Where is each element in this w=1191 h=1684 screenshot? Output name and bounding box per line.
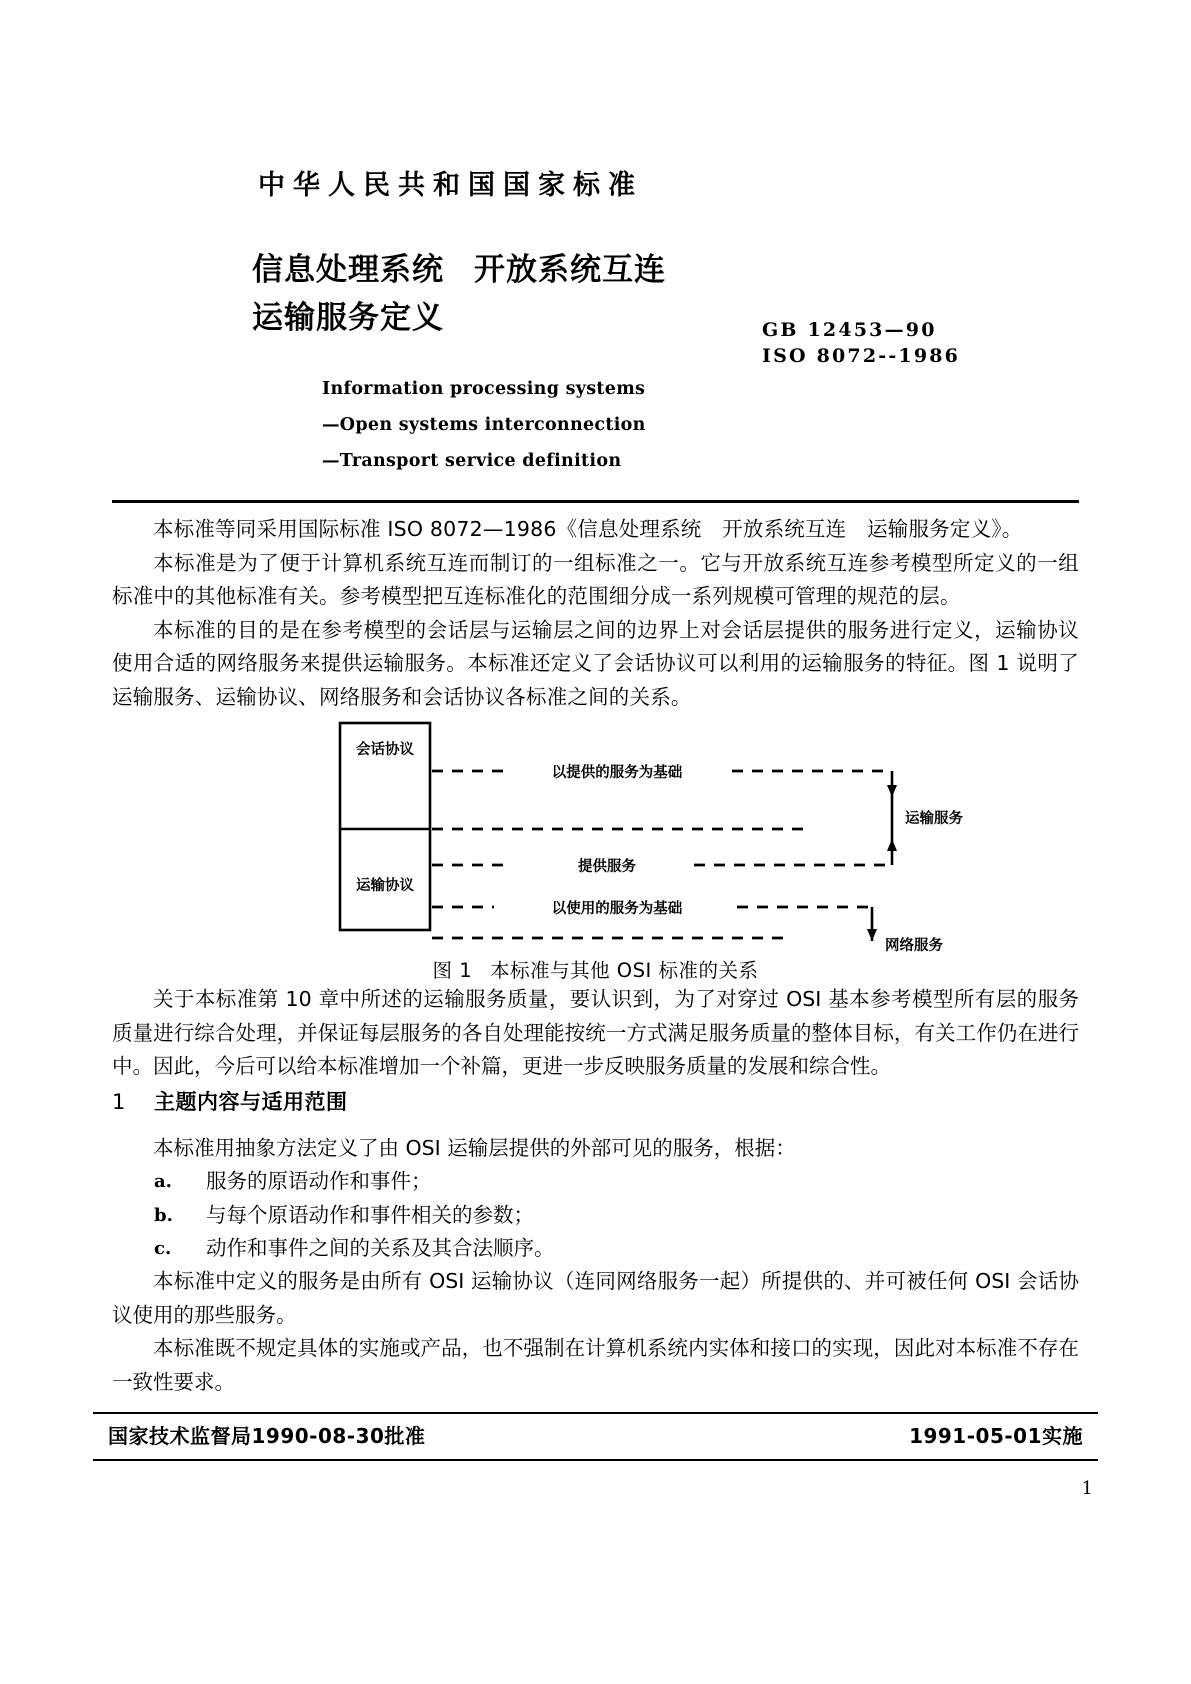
quality-of-service-paragraph [112, 983, 1079, 1084]
transport-service-label: 运输服务 [905, 811, 963, 827]
figure-caption-label: 图 1 [432, 959, 473, 982]
header-divider-rule [112, 500, 1079, 503]
section-1-heading [112, 1086, 1079, 1116]
paragraph-4: 关于本标准第 10 章中所述的运输服务质量，要认识到，为了对穿过 OSI 基本参考模型所有层的服务质量进行综合处理，并保证每层服务的各自处理能按统一方式满足服务质量的整体目标，有关工作仍在进行中。因此，今后可以给本标准增加一个补篇，更进一步反映服务质量的发展和综合性。 [112, 987, 1079, 1078]
approval-statement: 国家技术监督局1990-08-30批准 [108, 1424, 426, 1448]
standard-title-chinese [252, 246, 1191, 342]
national-standard-title: 中华人民共和国国家标准 [258, 170, 643, 201]
paragraph-2: 本标准是为了便于计算机系统互连而制订的一组标准之一。它与开放系统互连参考模型所定义的一组标准中的其他标准有关。参考模型把互连标准化的范围细分成一系列规模可管理的规范的层。 [112, 550, 1079, 608]
paragraph-5: 本标准中定义的服务是由所有 OSI 运输协议（连同网络服务一起）所提供的、并可被任何 OSI 会话协议使用的那些服务。 [112, 1269, 1079, 1327]
figure-label-based-on-used-service: 以使用的服务为基础 [551, 901, 683, 917]
network-service-arrow [867, 929, 877, 941]
section-1-intro-text: 本标准用抽象方法定义了由 OSI 运输层提供的外部可见的服务，根据： [153, 1136, 796, 1160]
title-part-information-processing: 信息处理系统 [252, 252, 444, 289]
title-en-line-3: —Transport service definition [322, 451, 622, 472]
transport-service-arrow-upper [887, 785, 897, 797]
introduction-paragraphs [112, 513, 1079, 714]
footer-bottom-rule [93, 1459, 1098, 1461]
standard-numbers [762, 318, 960, 369]
list-item-marker: b. [154, 1204, 173, 1226]
standard-title-english [322, 372, 1191, 480]
transport-service-arrow-lower [887, 839, 897, 851]
figure-label-based-on-provided-service: 以提供的服务为基础 [551, 765, 683, 781]
list-item [112, 1199, 1079, 1233]
section-1-intro [112, 1132, 1079, 1166]
section-1-title: 主题内容与适用范围 [154, 1090, 348, 1114]
figure-caption-text: 本标准与其他 OSI 标准的关系 [490, 959, 759, 982]
list-item-marker: a. [154, 1171, 172, 1192]
session-protocol-label: 会话协议 [356, 742, 414, 758]
list-item-text: 动作和事件之间的关系及其合法顺序。 [206, 1236, 555, 1260]
list-item [112, 1165, 1079, 1199]
document-header [0, 170, 1191, 480]
title-part-osi: 开放系统互连 [474, 252, 666, 289]
network-service-label: 网络服务 [885, 938, 943, 954]
implementation-date: 1991-05-01实施 [909, 1424, 1083, 1448]
figure-1 [112, 705, 1079, 965]
section-1-number: 1 [112, 1090, 126, 1114]
paragraph-6: 本标准既不规定具体的实施或产品，也不强制在计算机系统内实体和接口的实现，因此对本标准不存在一致性要求。 [112, 1336, 1079, 1394]
title-en-line-2: —Open systems interconnection [322, 415, 646, 436]
gb-standard-number: GB 12453—90 [762, 319, 937, 341]
transport-protocol-label: 运输协议 [356, 878, 414, 894]
footer-top-rule [93, 1412, 1098, 1414]
section-1-item-list [112, 1165, 1079, 1266]
list-item-marker: c. [154, 1238, 172, 1259]
section-1-closing-paragraphs [112, 1265, 1079, 1399]
figure-1-caption [112, 955, 1079, 983]
list-item-text: 与每个原语动作和事件相关的参数； [206, 1202, 534, 1227]
iso-standard-number: ISO 8072--1986 [762, 344, 961, 367]
title-en-line-1: Information processing systems [322, 379, 646, 400]
figure-1-diagram [112, 705, 1079, 955]
title-part-transport-service-definition: 运输服务定义 [252, 300, 444, 337]
paragraph-1: 本标准等同采用国际标准 ISO 8072—1986《信息处理系统 开放系统互连 运输服务定义》。 [153, 517, 1023, 541]
page-number: 1 [1081, 1478, 1093, 1499]
list-item-text: 服务的原语动作和事件； [206, 1169, 432, 1193]
list-item [112, 1232, 1079, 1266]
paragraph-3: 本标准的目的是在参考模型的会话层与运输层之间的边界上对会话层提供的服务进行定义，运输协议使用合适的网络服务来提供运输服务。本标准还定义了会话协议可以利用的运输服务的特征。图 1 说明了运输服务、运输协议、网络服务和会话协议各标准之间的关系。 [112, 617, 1079, 709]
figure-label-provide-service: 提供服务 [578, 859, 636, 875]
